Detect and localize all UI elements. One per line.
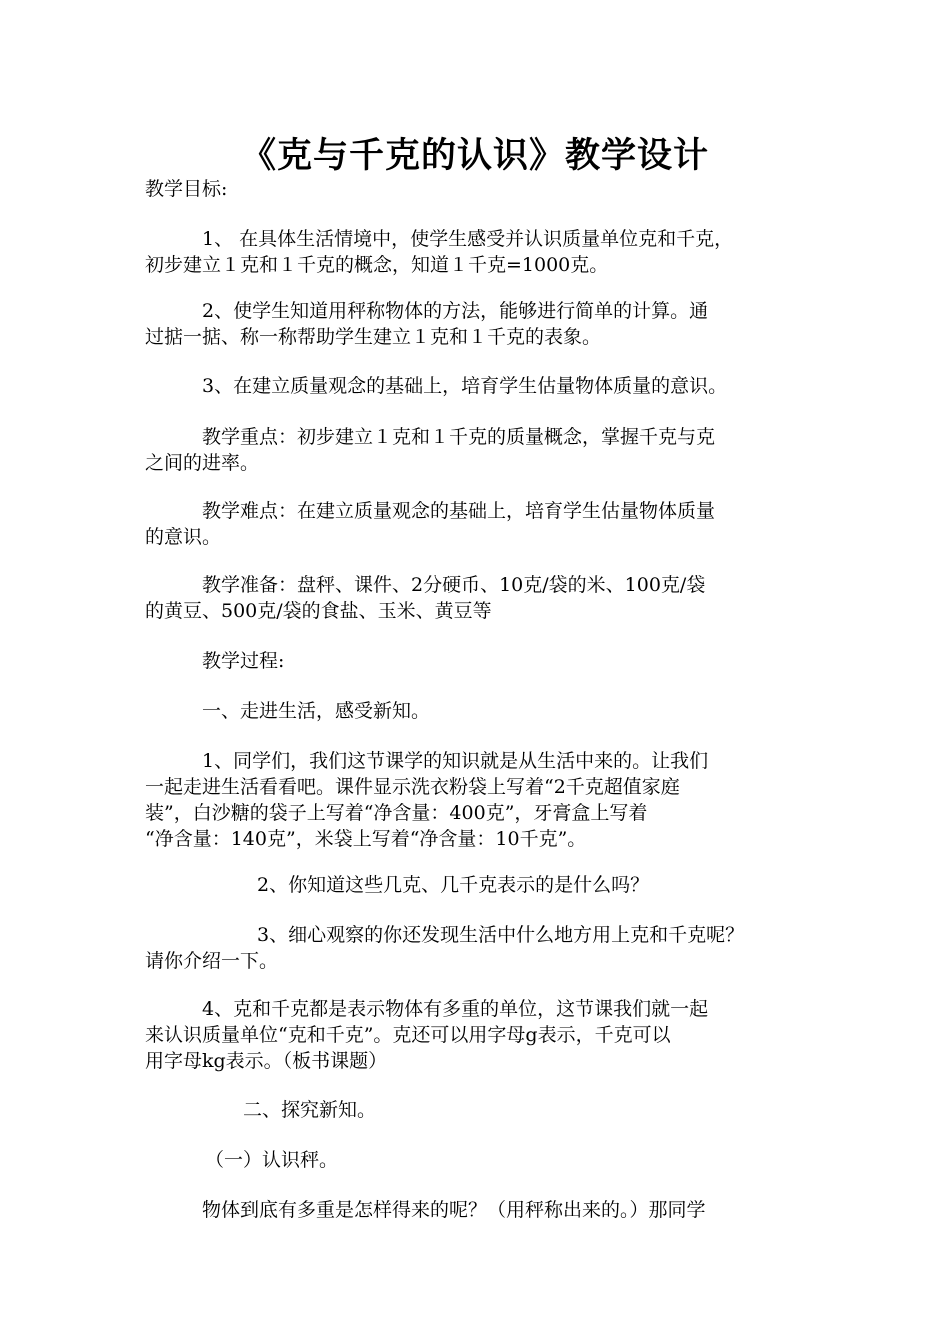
subsection-1-heading: （一）认识秤。	[205, 1149, 339, 1171]
text-line: 教学难点：在建立质量观念的基础上，培育学生估量物体质量	[202, 500, 716, 522]
key-points	[145, 424, 825, 476]
text-line: 请你介绍一下。	[145, 950, 279, 972]
text-line: 一起走进生活看看吧。课件显示洗衣粉袋上写着“2千克超值家庭	[145, 776, 680, 798]
text-line: 教学重点：初步建立１克和１千克的质量概念，掌握千克与克	[202, 426, 716, 448]
text-line: 3、在建立质量观念的基础上，培育学生估量物体质量的意识。	[202, 375, 728, 397]
text-line: 3、细心观察的你还发现生活中什么地方用上克和千克呢？	[257, 924, 745, 946]
text-line: 来认识质量单位“克和千克”。克还可以用字母g表示，千克可以	[145, 1024, 671, 1046]
section-1-item-4	[145, 996, 825, 1074]
document-title: 《克与千克的认识》教学设计	[240, 135, 709, 176]
last-paragraph: 物体到底有多重是怎样得来的呢？（用秤称出来的。）那同学	[202, 1199, 706, 1221]
text-line: 2、使学生知道用秤称物体的方法，能够进行简单的计算。通	[202, 300, 709, 322]
section-2-heading: 二、探究新知。	[243, 1099, 377, 1121]
objectives-label: 教学目标:	[145, 178, 228, 200]
text-line: 的意识。	[145, 526, 222, 548]
text-line: 过掂一掂、称一称帮助学生建立１克和１千克的表象。	[145, 326, 602, 348]
text-line: 装”，白沙糖的袋子上写着“净含量：400克”，牙膏盒上写着	[145, 802, 648, 824]
section-1-item-2: 2、你知道这些几克、几千克表示的是什么吗？	[257, 874, 650, 896]
objective-1	[145, 226, 825, 278]
difficulty	[145, 498, 825, 550]
text-line: 1、 在具体生活情境中，使学生感受并认识质量单位克和千克，	[202, 228, 734, 250]
text-line: 4、克和千克都是表示物体有多重的单位，这节课我们就一起	[202, 998, 709, 1020]
text-line: “净含量：140克”，米袋上写着“净含量：10千克”。	[145, 828, 587, 850]
text-line: 之间的进率。	[145, 452, 260, 474]
text-line: 用字母kg表示。（板书课题）	[145, 1050, 388, 1072]
text-line: 教学准备：盘秤、课件、2分硬币、10克/袋的米、100克/袋	[202, 574, 706, 596]
text-line: 1、同学们，我们这节课学的知识就是从生活中来的。让我们	[202, 750, 709, 772]
objective-2	[145, 298, 825, 350]
text-line: 的黄豆、500克/袋的食盐、玉米、黄豆等	[145, 600, 492, 622]
process-label: 教学过程:	[202, 650, 285, 672]
objective-3	[145, 373, 825, 399]
section-1-item-3	[145, 922, 825, 974]
text-line: 初步建立１克和１千克的概念，知道１千克=1000克。	[145, 254, 609, 276]
section-1-item-1	[145, 748, 825, 852]
preparation	[145, 572, 825, 624]
section-1-heading: 一、走进生活，感受新知。	[202, 700, 431, 722]
